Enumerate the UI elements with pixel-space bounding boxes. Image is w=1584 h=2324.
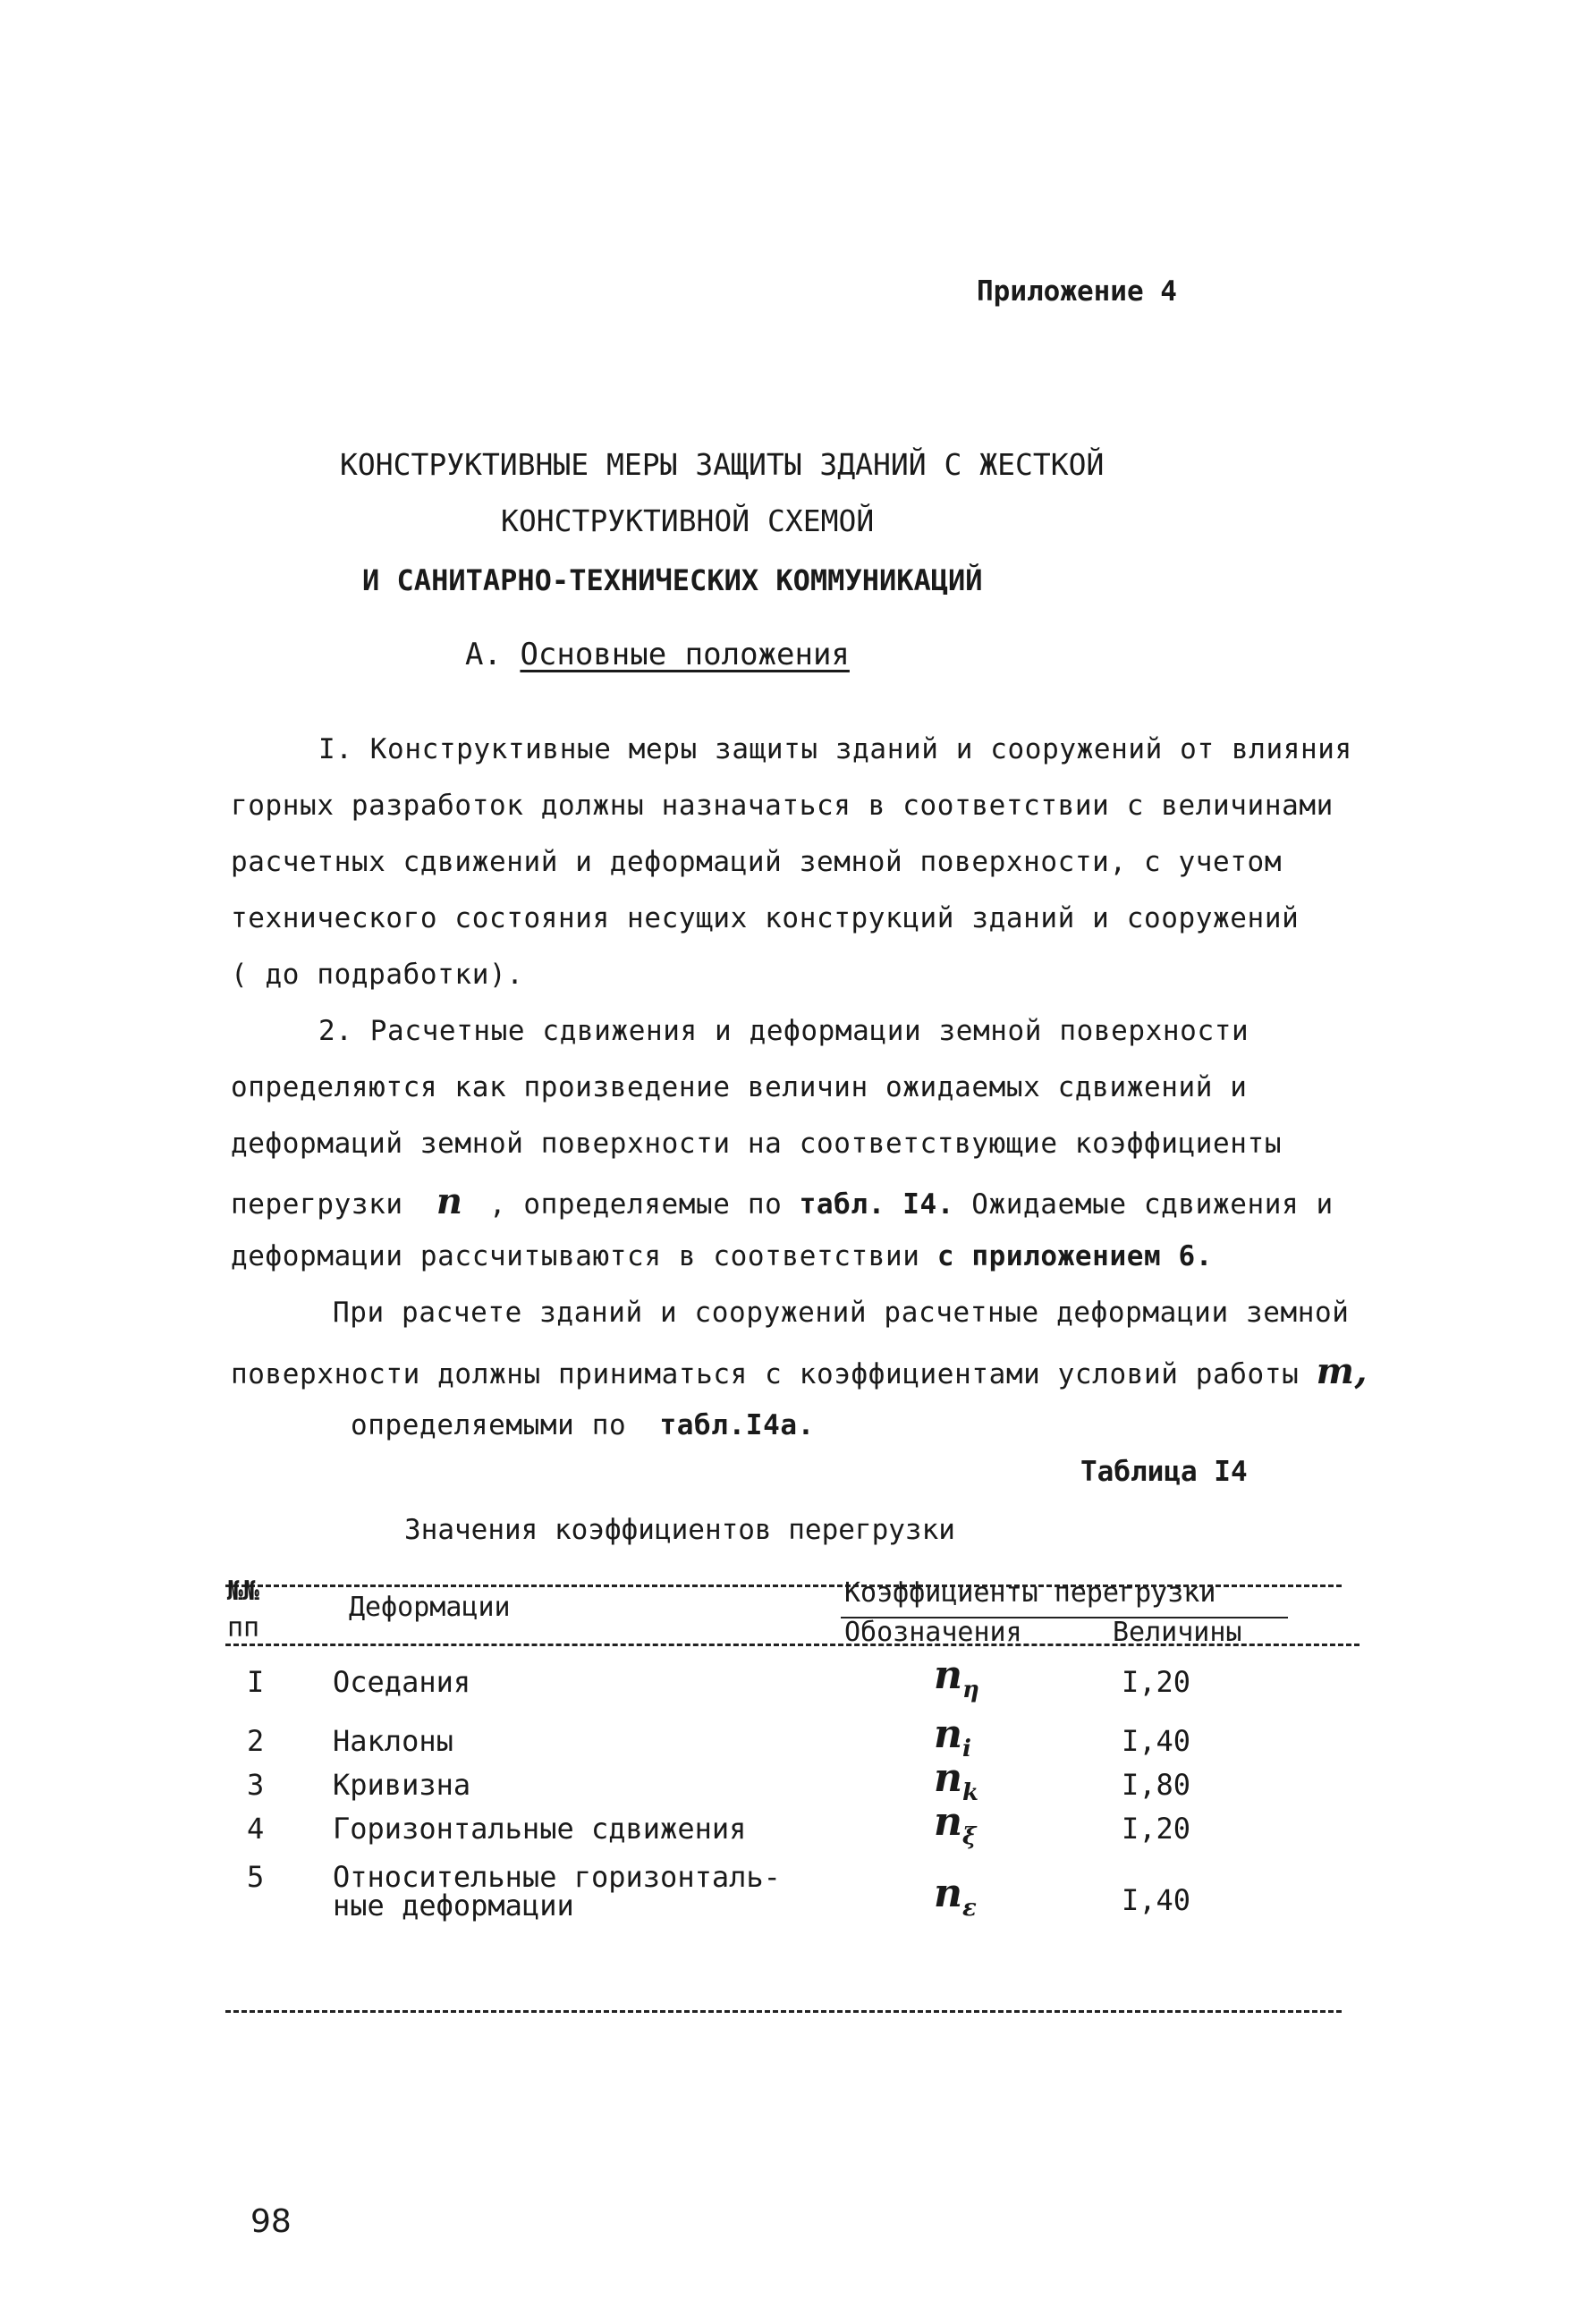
work-conditions-coef-symbol: m, bbox=[1316, 1350, 1368, 1392]
p2-line-1: 2. Расчетные сдвижения и деформации земной поверхности bbox=[318, 1015, 1249, 1047]
row-2-name: Наклоны bbox=[333, 1724, 453, 1758]
row-1-num: I bbox=[247, 1665, 265, 1699]
header-num-bottom: пп bbox=[227, 1612, 260, 1644]
table-ref-14a: табл.I4а. bbox=[659, 1409, 815, 1441]
p1-line-5: ( до подработки). bbox=[231, 959, 524, 991]
section-letter: А. bbox=[465, 637, 502, 672]
p2-line-4-a: перегрузки bbox=[231, 1188, 403, 1221]
row-5-name: Относительные горизонталь- bbox=[333, 1860, 781, 1894]
row-1-symbol-sub: η bbox=[962, 1676, 979, 1703]
title-line-1: КОНСТРУКТИВНЫЕ МЕРЫ ЗАЩИТЫ ЗДАНИЙ С ЖЕСТКОЙ bbox=[340, 447, 1105, 482]
overload-coef-symbol: n bbox=[436, 1180, 463, 1222]
p1-line-1: I. Конструктивные меры защиты зданий и сооружений от влияния bbox=[318, 733, 1352, 765]
table-ref-14: табл. I4. bbox=[799, 1188, 954, 1221]
page-number: 98 bbox=[250, 2203, 292, 2240]
table-title: Значения коэффициентов перегрузки bbox=[404, 1514, 955, 1546]
row-4-symbol bbox=[934, 1799, 976, 1850]
p2-line-4 bbox=[231, 1180, 1334, 1222]
row-5-symbol-sub: ε bbox=[962, 1894, 977, 1922]
p1-line-4: технического состояния несущих конструкций зданий и сооружений bbox=[231, 902, 1300, 934]
table-bottom-rule bbox=[225, 2010, 1342, 2013]
appendix-label: Приложение 4 bbox=[977, 275, 1177, 308]
row-4-name: Горизонтальные сдвижения bbox=[333, 1812, 747, 1846]
row-1-value: I,20 bbox=[1122, 1665, 1191, 1699]
row-1-name: Оседания bbox=[333, 1665, 471, 1699]
row-5-value: I,40 bbox=[1122, 1883, 1191, 1917]
p2-line-2: определяются как произведение величин ожидаемых сдвижений и bbox=[231, 1071, 1248, 1103]
p3-line-3 bbox=[351, 1409, 815, 1441]
header-deformation: Деформации bbox=[349, 1592, 511, 1623]
row-1-symbol bbox=[934, 1652, 979, 1703]
header-designation: Обозначения bbox=[844, 1617, 1022, 1648]
p2-line-5-a: деформации рассчитываются в соответствии bbox=[231, 1240, 920, 1272]
appendix-6-ref: с приложением 6. bbox=[936, 1240, 1214, 1272]
row-4-symbol-base: n bbox=[934, 1799, 962, 1845]
p1-line-3: расчетных сдвижений и деформаций земной поверхности, с учетом bbox=[231, 846, 1283, 878]
title-line-2: КОНСТРУКТИВНОЙ СХЕМОЙ bbox=[501, 503, 875, 538]
row-4-symbol-sub: ξ bbox=[962, 1822, 977, 1850]
row-5-num: 5 bbox=[247, 1860, 265, 1894]
p2-line-5 bbox=[231, 1240, 1213, 1272]
row-4-num: 4 bbox=[247, 1812, 265, 1846]
p3-line-2 bbox=[231, 1350, 1368, 1392]
row-5-symbol bbox=[934, 1871, 977, 1922]
row-4-value: I,20 bbox=[1122, 1812, 1191, 1846]
p2-line-4-b: , определяемые по bbox=[488, 1188, 783, 1221]
row-3-name: Кривизна bbox=[333, 1768, 471, 1802]
title-line-3: И САНИТАРНО-ТЕХНИЧЕСКИХ КОММУНИКАЦИЙ bbox=[362, 563, 983, 597]
header-num-top: №№ bbox=[227, 1576, 260, 1607]
row-2-value: I,40 bbox=[1122, 1724, 1191, 1758]
header-value: Величины bbox=[1113, 1617, 1242, 1648]
row-3-value: I,80 bbox=[1122, 1768, 1191, 1802]
row-3-num: 3 bbox=[247, 1768, 265, 1802]
row-5-name-cont: ные деформации bbox=[333, 1889, 574, 1923]
row-1-symbol-base: n bbox=[934, 1652, 962, 1698]
row-3-symbol-base: n bbox=[934, 1755, 962, 1801]
row-5-symbol-base: n bbox=[934, 1871, 962, 1916]
p2-line-4-c: Ожидаемые сдвижения и bbox=[971, 1188, 1334, 1221]
row-2-symbol-sub: i bbox=[962, 1735, 971, 1762]
p1-line-2: горных разработок должны назначаться в соответствии с величинами bbox=[231, 790, 1334, 822]
section-heading bbox=[465, 637, 850, 672]
p2-line-3: деформаций земной поверхности на соответствующие коэффициенты bbox=[231, 1128, 1283, 1160]
row-3-symbol-sub: k bbox=[962, 1779, 979, 1806]
section-name: Основные положения bbox=[520, 637, 850, 672]
header-coef-group: Коэффициенты перегрузки bbox=[844, 1577, 1216, 1609]
row-2-symbol-base: n bbox=[934, 1711, 962, 1757]
p3-line-2-a: поверхности должны приниматься с коэффициентами условий работы bbox=[231, 1358, 1300, 1390]
row-2-num: 2 bbox=[247, 1724, 265, 1758]
p3-line-1: При расчете зданий и сооружений расчетные деформации земной bbox=[333, 1297, 1350, 1329]
table-caption: Таблица I4 bbox=[1080, 1456, 1248, 1488]
p3-line-3-a: определяемыми по bbox=[351, 1409, 627, 1441]
